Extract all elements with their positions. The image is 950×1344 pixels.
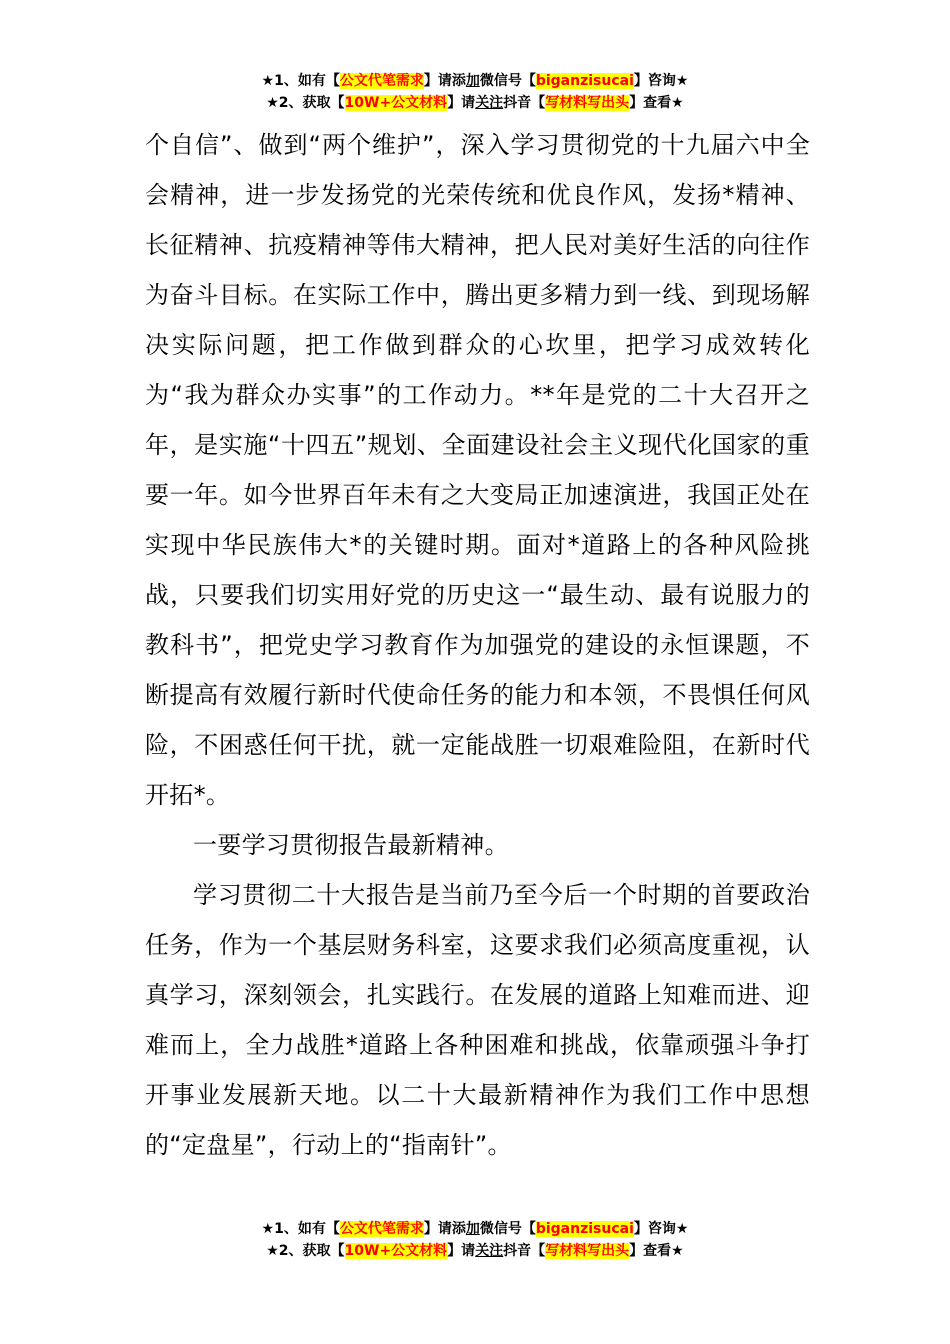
banner-text: 微信号【 — [479, 73, 536, 89]
banner-text: ★2、获取【 — [266, 1243, 345, 1259]
banner-highlight: biganzisucai — [535, 73, 634, 89]
banner-text: 微信号【 — [479, 1221, 536, 1237]
banner-text: 】咨询★ — [633, 1221, 689, 1237]
banner-text: 】请添 — [423, 1221, 466, 1237]
banner-highlight: 10W+公文材料 — [344, 95, 448, 111]
paragraph: 学习贯彻二十大报告是当前乃至今后一个时期的首要政治任务，作为一个基层财务科室，这要求我们必须高度重视，认真学习，深刻领会，扎实践行。在发展的道路上知难而进、迎难而上，全力战胜*道路上各种困难和挑战，依靠顽强斗争打开事业发展新天地。以二十大最新精神作为我们工作中思想的“定盘星”，行动上的“指南针”。 — [145, 881, 810, 1159]
banner-highlight: 公文代笔需求 — [339, 73, 424, 89]
banner-line-2 — [0, 1240, 950, 1262]
banner-highlight: 公文代笔需求 — [339, 1221, 424, 1237]
banner-text: ★1、如有【 — [261, 73, 340, 89]
banner-text: 】查看★ — [629, 95, 684, 111]
banner-text: ★1、如有【 — [261, 1221, 340, 1237]
banner-line-1 — [0, 1218, 950, 1240]
banner-text: 抖音【 — [503, 95, 546, 111]
banner-highlight: 写材料写出头 — [545, 95, 630, 111]
banner-underlined: 加 — [465, 73, 480, 89]
banner-line-2 — [0, 92, 950, 114]
document-body — [145, 120, 810, 1170]
banner-text: 】查看★ — [629, 1243, 684, 1259]
footer-banner — [0, 1218, 950, 1262]
banner-highlight: 写材料写出头 — [545, 1243, 630, 1259]
section-heading: 一要学习贯彻报告最新精神。 — [193, 831, 509, 859]
paragraph: 个自信”、做到“两个维护”，深入学习贯彻党的十九届六中全会精神，进一步发扬党的光荣传统和优良作风，发扬*精神、长征精神、抗疫精神等伟大精神，把人民对美好生活的向往作为奋斗目标。在实际工作中，腾出更多精力到一线、到现场解决实际问题，把工作做到群众的心坎里，把学习成效转化为“我为群众办实事”的工作动力。**年是党的二十大召开之年，是实施“十四五”规划、全面建设社会主义现代化国家的重要一年。如今世界百年未有之大变局正加速演进，我国正处在实现中华民族伟大*的关键时期。面对*道路上的各种风险挑战，只要我们切实用好党的历史这一“最生动、最有说服力的教科书”，把党史学习教育作为加强党的建设的永恒课题，不断提高有效履行新时代使命任务的能力和本领，不畏惧任何风险，不困惑任何干扰，就一定能战胜一切艰难险阻，在新时代开拓*。 — [145, 131, 811, 809]
banner-text: 】请添 — [423, 73, 466, 89]
banner-underlined: 加 — [465, 1221, 480, 1237]
banner-text: 】请 — [447, 1243, 476, 1259]
header-banner — [0, 70, 950, 114]
banner-line-1 — [0, 70, 950, 92]
banner-text: 】咨询★ — [633, 73, 689, 89]
banner-underlined: 关注 — [475, 95, 504, 111]
banner-text: ★2、获取【 — [266, 95, 345, 111]
banner-highlight: biganzisucai — [535, 1221, 634, 1237]
banner-underlined: 关注 — [475, 1243, 504, 1259]
banner-highlight: 10W+公文材料 — [344, 1243, 448, 1259]
banner-text: 】请 — [447, 95, 476, 111]
banner-text: 抖音【 — [503, 1243, 546, 1259]
